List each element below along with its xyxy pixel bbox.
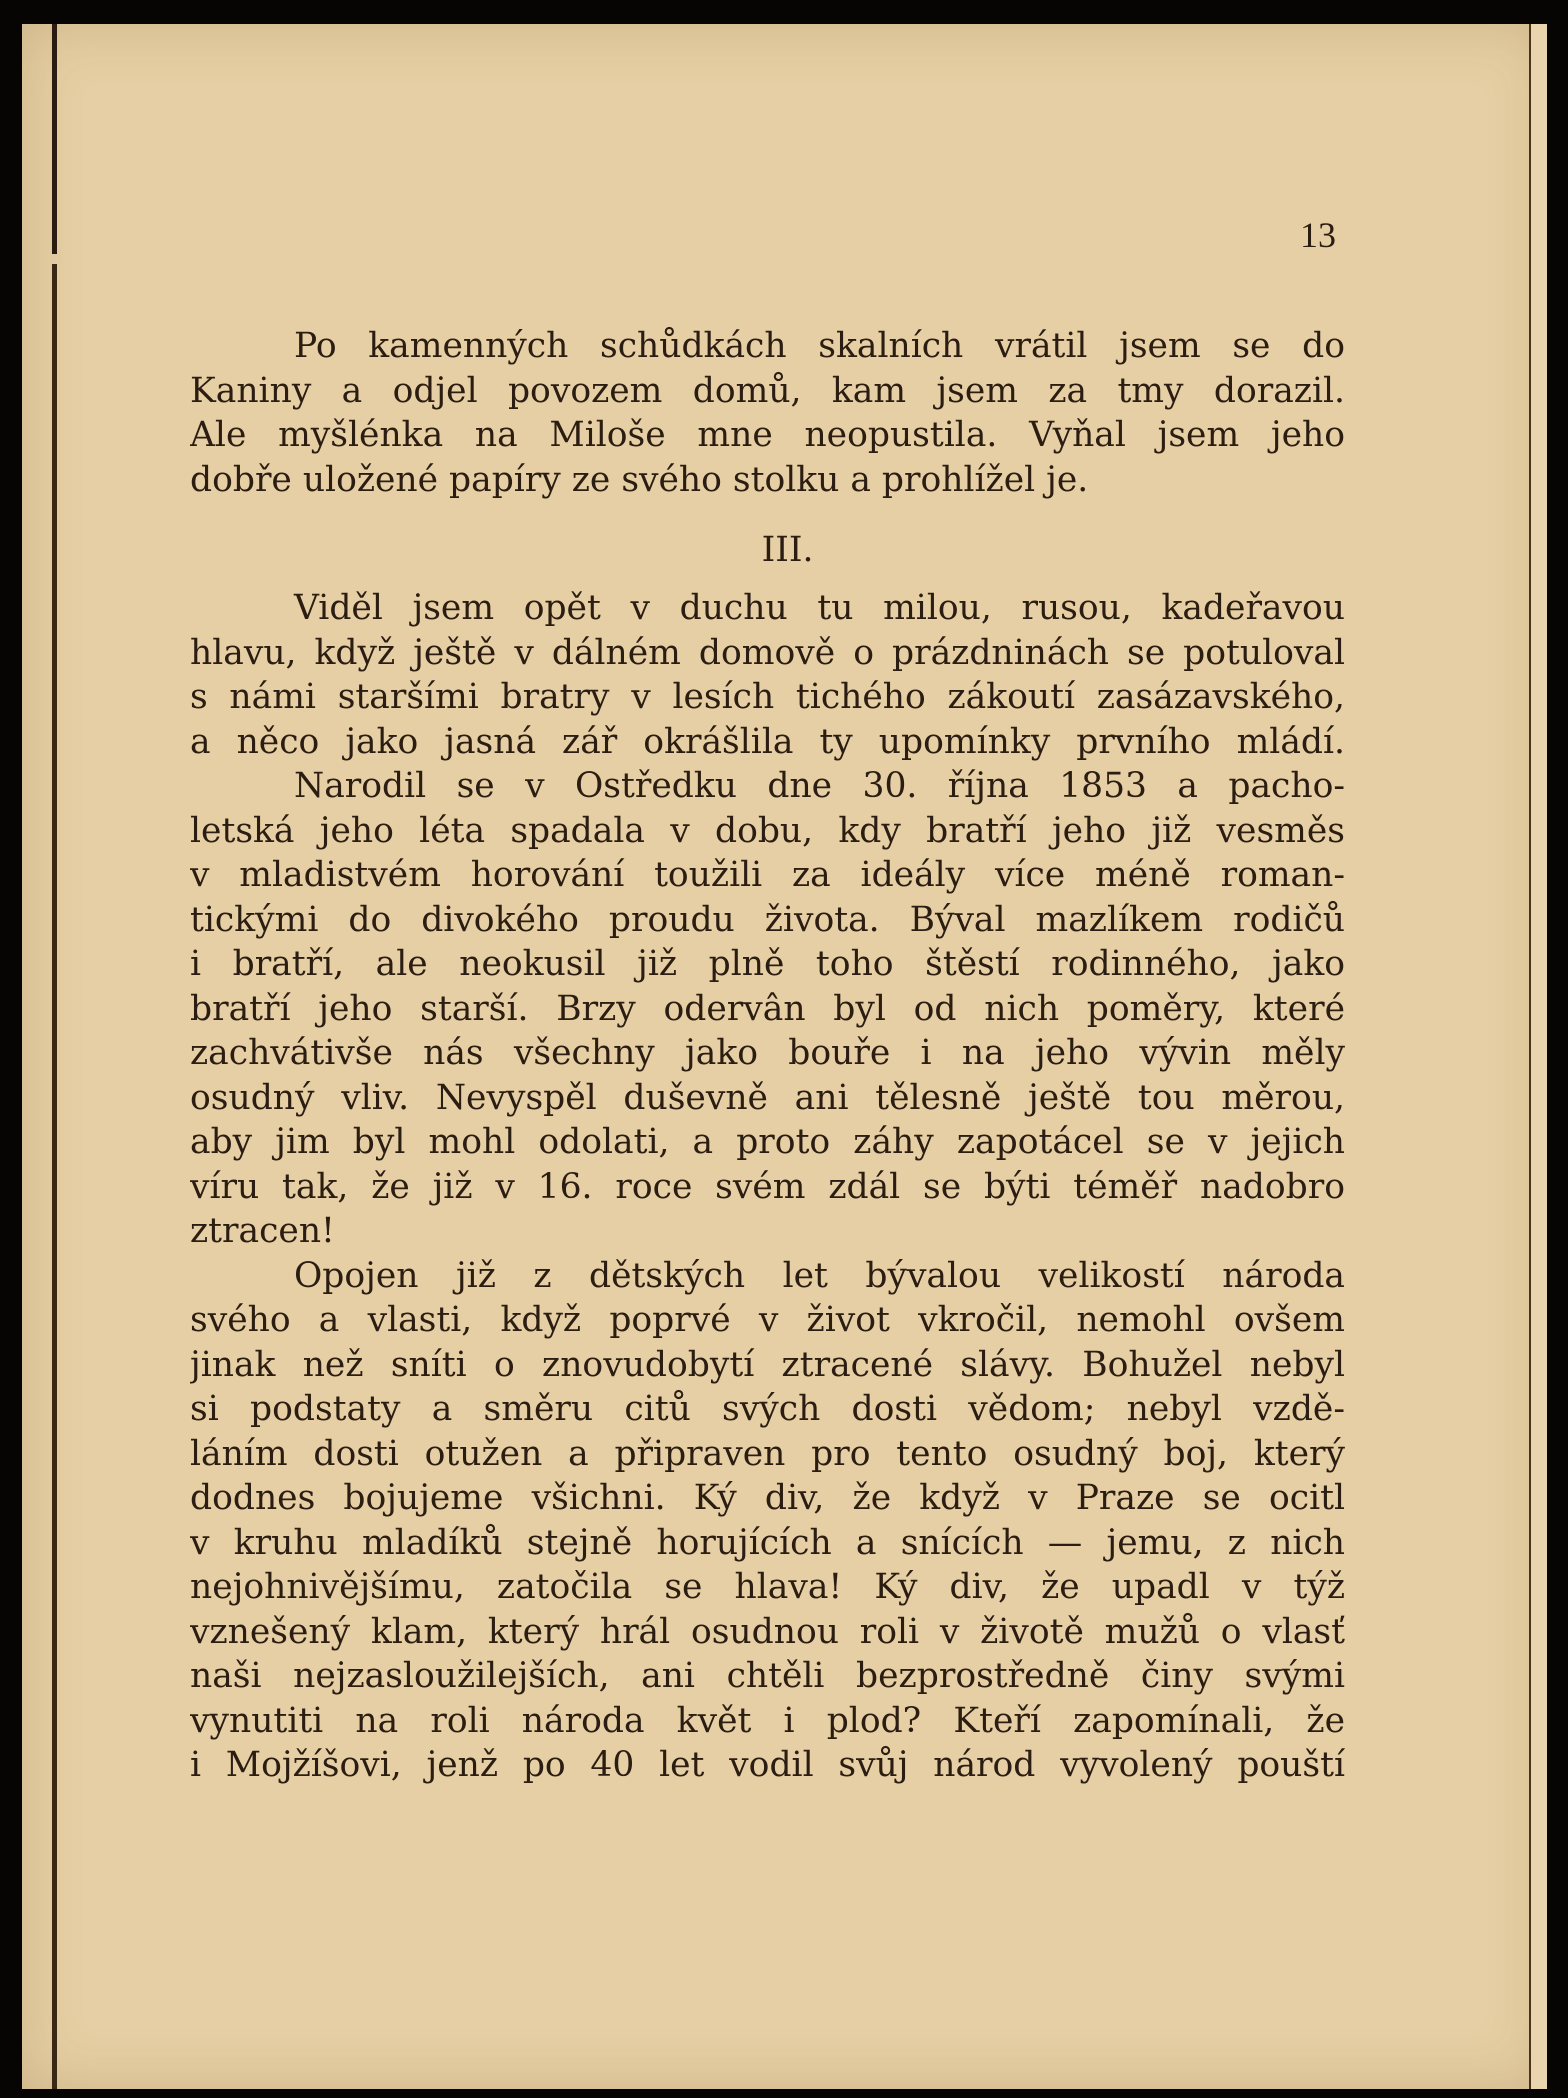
text-line: láním dosti otužen a připraven pro tento osudný boj, který <box>190 1433 1345 1474</box>
paragraph-1 <box>190 324 1345 502</box>
text-line: v mladistvém horování toužili za ideály více méně roman- <box>190 855 1345 895</box>
text-line: si podstaty a směru citů svých dosti vědom; nebyl vzdě- <box>190 1389 1345 1429</box>
text-line: vynutiti na roli národa květ i plod? Kteří zapomínali, že <box>190 1700 1345 1741</box>
text-line: naši nejzasloužilejších, ani chtěli bezprostředně činy svými <box>190 1656 1345 1696</box>
text-line: tickými do divokého proudu života. Býval mazlíkem rodičů <box>190 899 1345 940</box>
text-line: nejohnivějšímu, zatočila se hlava! Ký div, že upadl v týž <box>190 1567 1345 1607</box>
page-edge <box>1529 24 1547 2089</box>
text-line: Kaniny a odjel povozem domů, kam jsem za tmy dorazil. <box>190 370 1345 411</box>
page-number: 13 <box>1300 215 1336 255</box>
text-line: Po kamenných schůdkách skalních vrátil jsem se do <box>294 326 1345 366</box>
text-line: a něco jako jasná zář okrášlila ty upomínky prvního mládí. <box>190 721 1345 762</box>
text-line: i Mojžíšovi, jenž po 40 let vodil svůj národ vyvolený pouští <box>190 1745 1345 1785</box>
text-line: letská jeho léta spadala v dobu, kdy bratří jeho již vesměs <box>190 810 1345 851</box>
text-line: aby jim byl mohl odolati, a proto záhy zapotácel se v jejich <box>190 1122 1345 1162</box>
section-heading: III. <box>761 530 814 570</box>
text-line: dodnes bojujeme všichni. Ký div, že když v Praze se ocitl <box>190 1478 1345 1518</box>
text-line: ztracen! <box>190 1211 335 1251</box>
text-line: s námi staršími bratry v lesích tichého zákoutí zasázavského, <box>190 677 1345 717</box>
paragraph-4 <box>190 1254 1345 1788</box>
spine-edge-upper <box>52 24 57 254</box>
paragraph-3 <box>190 764 1345 1254</box>
text-line: Opojen již z dětských let bývalou velikostí národa <box>294 1255 1345 1296</box>
text-line: bratří jeho starší. Brzy odervân byl od nich poměry, které <box>190 988 1345 1029</box>
text-line: hlavu, když ještě v dálném domově o prázdninách se potuloval <box>190 632 1345 673</box>
paragraph-2 <box>190 586 1345 764</box>
text-line: jinak než sníti o znovudobytí ztracené slávy. Bohužel nebyl <box>190 1344 1345 1385</box>
spine-edge-lower <box>52 264 57 2089</box>
text-line: osudný vliv. Nevyspěl duševně ani tělesně ještě tou měrou, <box>190 1077 1345 1118</box>
book-page <box>22 24 1547 2089</box>
text-line: i bratří, ale neokusil již plně toho štěstí rodinného, jako <box>190 944 1345 984</box>
text-line: dobře uložené papíry ze svého stolku a prohlížel je. <box>190 459 1089 500</box>
text-line: Viděl jsem opět v duchu tu milou, rusou, kadeřavou <box>294 588 1345 628</box>
text-line: svého a vlasti, když poprvé v život vkročil, nemohl ovšem <box>190 1300 1345 1340</box>
body-text <box>190 324 1345 1788</box>
text-line: Ale myšlénka na Miloše mne neopustila. Vyňal jsem jeho <box>190 415 1345 455</box>
text-line: Narodil se v Ostředku dne 30. října 1853 a pacho- <box>294 766 1345 806</box>
text-line: víru tak, že již v 16. roce svém zdál se býti téměř nadobro <box>190 1166 1345 1207</box>
text-line: zachvátivše nás všechny jako bouře i na jeho vývin měly <box>190 1033 1345 1073</box>
text-line: v kruhu mladíků stejně horujících a snících — jemu, z nich <box>190 1522 1345 1563</box>
text-line: vznešený klam, který hrál osudnou roli v životě mužů o vlasť <box>190 1611 1345 1652</box>
